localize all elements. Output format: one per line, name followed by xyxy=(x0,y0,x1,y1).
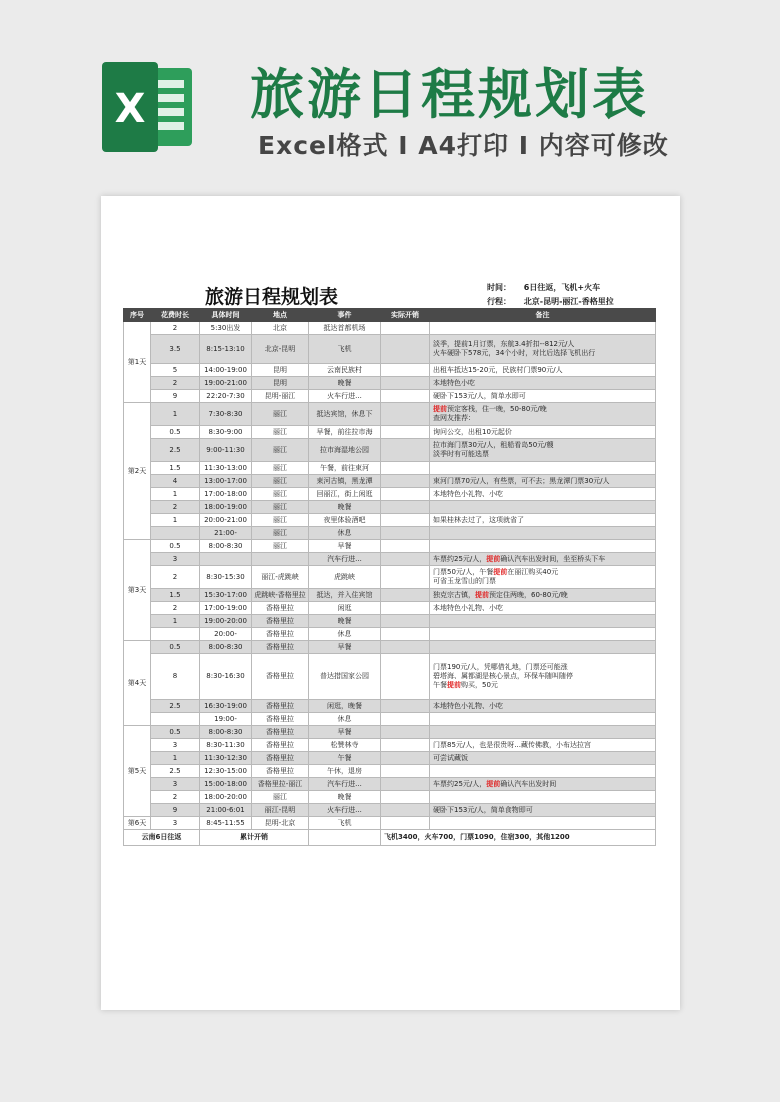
table-row xyxy=(124,589,656,602)
event-cell: 飞机 xyxy=(309,817,381,830)
time-cell: 8:00-8:30 xyxy=(200,726,252,739)
highlight-text: 提前 xyxy=(486,779,501,788)
event-cell: 松赞林寺 xyxy=(309,739,381,752)
note-cell: 门票85元/人，也是很贵呀...藏传佛教，小布达拉宫 xyxy=(430,739,656,752)
duration-cell: 2 xyxy=(151,791,200,804)
note-cell: 可尝试藏饭 xyxy=(430,752,656,765)
event-cell: 午餐 xyxy=(309,752,381,765)
note-cell: 本地特色小礼物、小吃 xyxy=(430,700,656,713)
time-cell: 11:30-13:00 xyxy=(200,462,252,475)
table-row xyxy=(124,566,656,589)
event-cell: 休息 xyxy=(309,628,381,641)
table-row xyxy=(124,726,656,739)
table-row xyxy=(124,426,656,439)
time-cell: 15:30-17:00 xyxy=(200,589,252,602)
col-header: 实际开销 xyxy=(381,309,430,322)
place-cell: 香格里拉 xyxy=(252,713,309,726)
place-cell: 香格里拉 xyxy=(252,739,309,752)
note-cell xyxy=(430,501,656,514)
table-row xyxy=(124,791,656,804)
time-cell: 8:30-16:30 xyxy=(200,654,252,700)
duration-cell: 2 xyxy=(151,501,200,514)
place-cell: 昆明-丽江 xyxy=(252,390,309,403)
table-row xyxy=(124,602,656,615)
table-row xyxy=(124,615,656,628)
event-cell: 晚餐 xyxy=(309,377,381,390)
time-cell: 12:30-15:00 xyxy=(200,765,252,778)
actual-cost-cell xyxy=(381,765,430,778)
event-cell: 汽车行进... xyxy=(309,778,381,791)
time-cell: 15:00-18:00 xyxy=(200,778,252,791)
duration-cell: 2 xyxy=(151,602,200,615)
time-cell: 19:00-21:00 xyxy=(200,377,252,390)
event-cell: 火车行进... xyxy=(309,804,381,817)
place-cell: 丽江 xyxy=(252,527,309,540)
time-cell: 8:45-11:55 xyxy=(200,817,252,830)
time-cell: 17:00-18:00 xyxy=(200,488,252,501)
highlight-text: 提前 xyxy=(493,568,508,577)
col-header: 事件 xyxy=(309,309,381,322)
actual-cost-cell xyxy=(381,488,430,501)
document-title: 旅游日程规划表 xyxy=(205,286,339,308)
place-cell: 丽江-昆明 xyxy=(252,804,309,817)
table-row xyxy=(124,514,656,527)
actual-cost-cell xyxy=(381,713,430,726)
actual-cost-cell xyxy=(381,778,430,791)
table-row xyxy=(124,462,656,475)
duration-cell: 1 xyxy=(151,615,200,628)
time-cell: 5:30出发 xyxy=(200,322,252,335)
time-cell: 8:15-13:10 xyxy=(200,335,252,364)
actual-cost-cell xyxy=(381,602,430,615)
place-cell: 丽江 xyxy=(252,426,309,439)
event-cell: 虎跳峡 xyxy=(309,566,381,589)
time-value: 6日往返，飞机+火车 xyxy=(523,283,601,292)
summary-total: 飞机3400，火车700，门票1090，住宿300，其他1200 xyxy=(381,830,656,846)
excel-icon xyxy=(100,62,196,152)
event-cell: 休息 xyxy=(309,713,381,726)
place-cell: 香格里拉 xyxy=(252,628,309,641)
time-cell: 8:30-9:00 xyxy=(200,426,252,439)
time-cell: 16:30-19:00 xyxy=(200,700,252,713)
actual-cost-cell xyxy=(381,540,430,553)
duration-cell: 0.5 xyxy=(151,726,200,739)
event-cell: 云南民族村 xyxy=(309,364,381,377)
note-cell xyxy=(430,791,656,804)
note-cell xyxy=(430,540,656,553)
actual-cost-cell xyxy=(381,804,430,817)
place-cell: 香格里拉 xyxy=(252,615,309,628)
event-cell: 汽车行进... xyxy=(309,553,381,566)
duration-cell: 0.5 xyxy=(151,540,200,553)
duration-cell: 2 xyxy=(151,377,200,390)
actual-cost-cell xyxy=(381,439,430,462)
actual-cost-cell xyxy=(381,566,430,589)
table-row xyxy=(124,322,656,335)
event-cell: 抵达，并入住宾馆 xyxy=(309,589,381,602)
promo-banner xyxy=(0,0,780,190)
duration-cell: 2 xyxy=(151,566,200,589)
duration-cell: 1 xyxy=(151,403,200,426)
table-row xyxy=(124,804,656,817)
note-cell: 出租车抵达15-20元，民族村门票90元/人 xyxy=(430,364,656,377)
duration-cell: 3 xyxy=(151,553,200,566)
place-cell: 香格里拉 xyxy=(252,602,309,615)
highlight-text: 提前 xyxy=(433,405,447,414)
table-row xyxy=(124,765,656,778)
note-cell: 本地特色小礼物、小吃 xyxy=(430,488,656,501)
duration-cell: 1.5 xyxy=(151,589,200,602)
summary-row xyxy=(124,830,656,846)
time-cell: 8:00-8:30 xyxy=(200,641,252,654)
place-cell: 虎跳峡-香格里拉 xyxy=(252,589,309,602)
table-row xyxy=(124,553,656,566)
duration-cell: 2.5 xyxy=(151,700,200,713)
event-cell: 晚餐 xyxy=(309,615,381,628)
note-cell: 拉市海门票30元/人，租船看岛50元/艘 淡季时有可能选票 xyxy=(430,439,656,462)
place-cell: 昆明 xyxy=(252,377,309,390)
table-row xyxy=(124,700,656,713)
event-cell: 抵达首都机场 xyxy=(309,322,381,335)
highlight-text: 提前 xyxy=(486,554,501,563)
actual-cost-cell xyxy=(381,817,430,830)
duration-cell xyxy=(151,527,200,540)
table-row xyxy=(124,628,656,641)
time-cell: 17:00-19:00 xyxy=(200,602,252,615)
table-row xyxy=(124,390,656,403)
note-cell xyxy=(430,527,656,540)
note-cell xyxy=(430,726,656,739)
day-cell: 第6天 xyxy=(124,817,151,830)
event-cell: 闲逛 xyxy=(309,602,381,615)
day-cell: 第4天 xyxy=(124,641,151,726)
duration-cell: 5 xyxy=(151,364,200,377)
place-cell: 香格里拉 xyxy=(252,700,309,713)
table-row xyxy=(124,752,656,765)
note-cell: 硬卧下153元/人，简单食物即可 xyxy=(430,804,656,817)
event-cell: 早餐，前往拉市海 xyxy=(309,426,381,439)
excel-icon-letter: X xyxy=(114,86,146,132)
event-cell: 抵达宾馆，休息下 xyxy=(309,403,381,426)
actual-cost-cell xyxy=(381,752,430,765)
table-row xyxy=(124,713,656,726)
event-cell: 回丽江，街上闲逛 xyxy=(309,488,381,501)
note-cell xyxy=(430,817,656,830)
duration-cell: 3 xyxy=(151,778,200,791)
actual-cost-cell xyxy=(381,462,430,475)
note-cell: 提前预定客栈，住一晚，50-80元/晚 查网友推荐： xyxy=(430,403,656,426)
actual-cost-cell xyxy=(381,403,430,426)
actual-cost-cell xyxy=(381,791,430,804)
time-cell: 19:00-20:00 xyxy=(200,615,252,628)
table-row xyxy=(124,527,656,540)
highlight-text: 提前 xyxy=(447,680,461,689)
place-cell: 香格里拉 xyxy=(252,654,309,700)
time-cell: 18:00-20:00 xyxy=(200,791,252,804)
route-label: 行程： xyxy=(487,297,511,306)
event-cell: 拉市海湿地公园 xyxy=(309,439,381,462)
note-cell: 车票约25元/人，提前确认汽车出发时间 xyxy=(430,778,656,791)
place-cell: 丽江-虎跳峡 xyxy=(252,566,309,589)
table-row xyxy=(124,540,656,553)
place-cell: 昆明 xyxy=(252,364,309,377)
event-cell: 早餐 xyxy=(309,540,381,553)
place-cell xyxy=(252,553,309,566)
duration-cell: 1 xyxy=(151,514,200,527)
place-cell: 昆明-北京 xyxy=(252,817,309,830)
time-cell: 14:00-19:00 xyxy=(200,364,252,377)
note-cell xyxy=(430,615,656,628)
itinerary-table xyxy=(123,308,656,846)
actual-cost-cell xyxy=(381,641,430,654)
duration-cell: 4 xyxy=(151,475,200,488)
note-cell: 独克宗古镇，提前预定住两晚，60-80元/晚 xyxy=(430,589,656,602)
place-cell: 丽江 xyxy=(252,514,309,527)
col-header: 序号 xyxy=(124,309,151,322)
time-cell: 7:30-8:30 xyxy=(200,403,252,426)
duration-cell: 0.5 xyxy=(151,641,200,654)
duration-cell: 1 xyxy=(151,752,200,765)
actual-cost-cell xyxy=(381,527,430,540)
place-cell: 丽江 xyxy=(252,475,309,488)
actual-cost-cell xyxy=(381,335,430,364)
duration-cell: 0.5 xyxy=(151,426,200,439)
place-cell: 丽江 xyxy=(252,791,309,804)
event-cell: 早餐 xyxy=(309,641,381,654)
banner-subtitle: Excel格式 I A4打印 I 内容可修改 xyxy=(258,131,669,160)
place-cell: 北京 xyxy=(252,322,309,335)
place-cell: 丽江 xyxy=(252,403,309,426)
table-row xyxy=(124,817,656,830)
event-cell: 束河古镇，黑龙潭 xyxy=(309,475,381,488)
actual-cost-cell xyxy=(381,426,430,439)
event-cell: 早餐 xyxy=(309,726,381,739)
day-cell: 第3天 xyxy=(124,540,151,641)
place-cell: 香格里拉 xyxy=(252,765,309,778)
place-cell: 丽江 xyxy=(252,540,309,553)
time-cell xyxy=(200,553,252,566)
note-cell: 硬卧下153元/人，简单水即可 xyxy=(430,390,656,403)
duration-cell: 3 xyxy=(151,817,200,830)
table-row xyxy=(124,475,656,488)
summary-cost-label: 累计开销 xyxy=(200,830,309,846)
event-cell: 火车行进... xyxy=(309,390,381,403)
actual-cost-cell xyxy=(381,553,430,566)
note-cell: 本地特色小吃 xyxy=(430,377,656,390)
time-cell: 20:00-21:00 xyxy=(200,514,252,527)
table-header xyxy=(124,309,656,322)
table-row xyxy=(124,778,656,791)
route-value: 北京-昆明-丽江-香格里拉 xyxy=(523,297,614,306)
place-cell: 丽江 xyxy=(252,488,309,501)
actual-cost-cell xyxy=(381,364,430,377)
day-cell: 第1天 xyxy=(124,322,151,403)
duration-cell: 1.5 xyxy=(151,462,200,475)
note-cell xyxy=(430,765,656,778)
summary-label: 云南6日往返 xyxy=(124,830,200,846)
table-row xyxy=(124,403,656,426)
time-cell: 22:20-7:30 xyxy=(200,390,252,403)
actual-cost-cell xyxy=(381,514,430,527)
duration-cell: 9 xyxy=(151,390,200,403)
table-row xyxy=(124,364,656,377)
table-row xyxy=(124,488,656,501)
highlight-text: 提前 xyxy=(475,590,489,599)
actual-cost-cell xyxy=(381,377,430,390)
event-cell: 晚餐 xyxy=(309,501,381,514)
actual-cost-cell xyxy=(381,501,430,514)
time-info xyxy=(487,282,600,293)
event-cell: 飞机 xyxy=(309,335,381,364)
day-cell: 第2天 xyxy=(124,403,151,540)
time-cell: 8:30-15:30 xyxy=(200,566,252,589)
duration-cell: 1 xyxy=(151,488,200,501)
actual-cost-cell xyxy=(381,390,430,403)
duration-cell xyxy=(151,713,200,726)
note-cell xyxy=(430,322,656,335)
event-cell: 午餐，前往束河 xyxy=(309,462,381,475)
time-cell: 21:00-6:01 xyxy=(200,804,252,817)
time-cell: 19:00- xyxy=(200,713,252,726)
col-header: 花费时长 xyxy=(151,309,200,322)
time-cell: 21:00- xyxy=(200,527,252,540)
actual-cost-cell xyxy=(381,726,430,739)
day-cell: 第5天 xyxy=(124,726,151,817)
duration-cell: 9 xyxy=(151,804,200,817)
actual-cost-cell xyxy=(381,700,430,713)
event-cell: 夜里体验酒吧 xyxy=(309,514,381,527)
table-row xyxy=(124,654,656,700)
duration-cell: 2 xyxy=(151,322,200,335)
table-row xyxy=(124,335,656,364)
note-cell: 询问公交，出租10元起价 xyxy=(430,426,656,439)
note-cell xyxy=(430,462,656,475)
duration-cell: 3.5 xyxy=(151,335,200,364)
route-info xyxy=(487,296,614,307)
itinerary-table-wrap xyxy=(123,308,655,846)
duration-cell: 2.5 xyxy=(151,439,200,462)
time-cell: 9:00-11:30 xyxy=(200,439,252,462)
time-cell: 8:30-11:30 xyxy=(200,739,252,752)
table-row xyxy=(124,377,656,390)
summary-actual-cost xyxy=(309,830,381,846)
table-row xyxy=(124,439,656,462)
actual-cost-cell xyxy=(381,589,430,602)
time-label: 时间： xyxy=(487,283,511,292)
time-cell: 13:00-17:00 xyxy=(200,475,252,488)
event-cell: 休息 xyxy=(309,527,381,540)
place-cell: 丽江 xyxy=(252,462,309,475)
event-cell: 闲逛，晚餐 xyxy=(309,700,381,713)
place-cell: 丽江 xyxy=(252,439,309,462)
note-cell: 本地特色小礼物、小吃 xyxy=(430,602,656,615)
actual-cost-cell xyxy=(381,628,430,641)
note-cell xyxy=(430,628,656,641)
place-cell: 香格里拉 xyxy=(252,752,309,765)
place-cell: 香格里拉 xyxy=(252,641,309,654)
event-cell: 午休，退房 xyxy=(309,765,381,778)
duration-cell: 8 xyxy=(151,654,200,700)
note-cell xyxy=(430,713,656,726)
place-cell: 北京-昆明 xyxy=(252,335,309,364)
time-cell: 18:00-19:00 xyxy=(200,501,252,514)
event-cell: 普达措国家公园 xyxy=(309,654,381,700)
col-header: 地点 xyxy=(252,309,309,322)
time-cell: 8:00-8:30 xyxy=(200,540,252,553)
table-row xyxy=(124,641,656,654)
note-cell: 门票190元/人，凭哪借礼地，门票还可能涨 碧塔海、属都湖是核心景点，环保车随叫随停 午餐提前购买，50元 xyxy=(430,654,656,700)
actual-cost-cell xyxy=(381,615,430,628)
time-cell: 11:30-12:30 xyxy=(200,752,252,765)
note-cell: 如果桂林去过了，这项就省了 xyxy=(430,514,656,527)
place-cell: 香格里拉-丽江 xyxy=(252,778,309,791)
note-cell xyxy=(430,641,656,654)
duration-cell: 2.5 xyxy=(151,765,200,778)
actual-cost-cell xyxy=(381,739,430,752)
table-row xyxy=(124,739,656,752)
place-cell: 丽江 xyxy=(252,501,309,514)
note-cell: 门票50元/人，午餐提前在丽江购买40元 可省玉龙雪山的门票 xyxy=(430,566,656,589)
time-cell: 20:00- xyxy=(200,628,252,641)
duration-cell: 3 xyxy=(151,739,200,752)
duration-cell xyxy=(151,628,200,641)
actual-cost-cell xyxy=(381,322,430,335)
col-header: 具体时间 xyxy=(200,309,252,322)
table-row xyxy=(124,501,656,514)
actual-cost-cell xyxy=(381,654,430,700)
banner-title: 旅游日程规划表 xyxy=(250,63,649,126)
event-cell: 晚餐 xyxy=(309,791,381,804)
place-cell: 香格里拉 xyxy=(252,726,309,739)
actual-cost-cell xyxy=(381,475,430,488)
note-cell: 束河门票70元/人，有些票，可不去；黑龙潭门票30元/人 xyxy=(430,475,656,488)
document-page xyxy=(101,196,680,1010)
note-cell: 淡季，提前1月订票，东航3.4折扣--812元/人 火车硬卧下578元，34个小时，对比后选择飞机出行 xyxy=(430,335,656,364)
col-header: 备注 xyxy=(430,309,656,322)
note-cell: 车票约25元/人，提前确认汽车出发时间，坐至桥头下车 xyxy=(430,553,656,566)
